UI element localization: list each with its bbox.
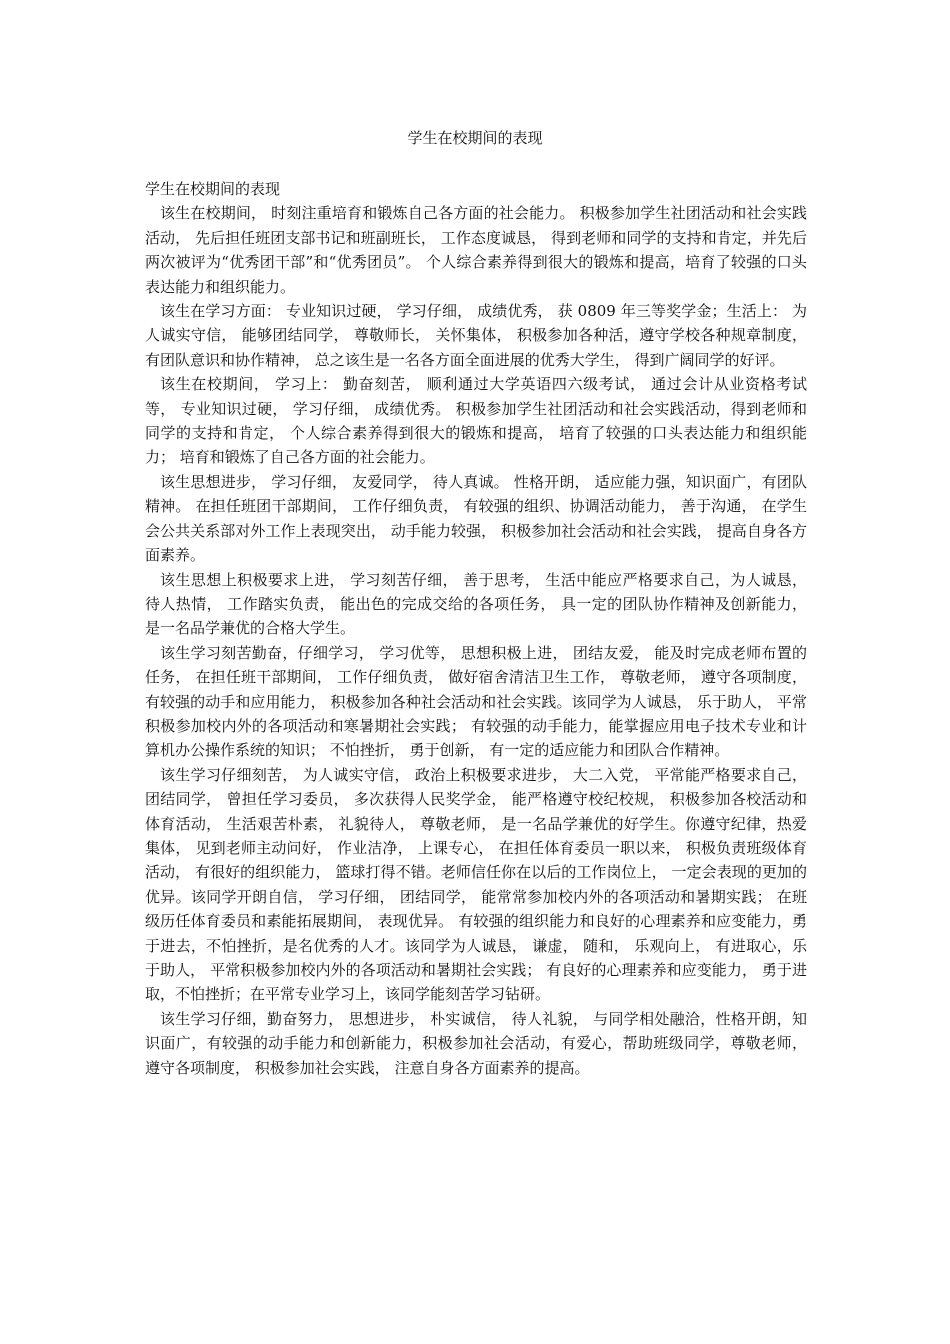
paragraph: 该生学习刻苦勤奋，仔细学习， 学习优等， 思想积极上进， 团结友爱， 能及时完成老师布置的任务， 在担任班干部期间， 工作仔细负责， 做好宿舍清洁卫生工作， 尊敬老师， 遵守各项制度， 有较强的动手和应用能力， 积极参加各种社会活动和社会实践。该同学为人诚恳， 乐于助人， 平常积极参加校内外的各项活动和寒暑期社会实践； 有较强的动手能力，能掌握应用电子技术专业和计算机办公操作系统的知识； 不怕挫折， 勇于创新， 有一定的适应能力和团队合作精神。 [145, 643, 807, 760]
paragraph: 该生在校期间， 时刻注重培育和锻炼自己各方面的社会能力。 积极参加学生社团活动和社会实践活动， 先后担任班团支部书记和班副班长， 工作态度诚恳， 得到老师和同学的支持和肯定，并先后两次被评为“优秀团干部”和“优秀团员”。 个人综合素养得到很大的锻炼和提高，培育了较强的口头表达能力和组织能力。 [145, 204, 807, 296]
paragraph: 该生学习仔细刻苦， 为人诚实守信， 政治上积极要求进步， 大二入党， 平常能严格要求自己， 团结同学， 曾担任学习委员， 多次获得人民奖学金， 能严格遵守校纪校规， 积极参加各校活动和体育活动， 生活艰苦朴素， 礼貌待人， 尊敬老师， 是一名品学兼优的好学生。你遵守纪律，热爱集体， 见到老师主动问好， 作业洁净， 上课专心， 在担任体育委员一职以来， 积极负责班级体育活动， 有很好的组织能力， 篮球打得不错。老师信任你在以后的工作岗位上， 一定会表现的更加的优异。该同学开朗自信， 学习仔细， 团结同学， 能常常参加校内外的各项活动和暑期实践； 在班级历任体育委员和素能拓展期间， 表现优异。 有较强的组织能力和良好的心理素养和应变能力，勇于进去，不怕挫折，是名优秀的人才。该同学为人诚恳， 谦虚， 随和， 乐观向上， 有进取心，乐于助人， 平常积极参加校内外的各项活动和暑期社会实践； 有良好的心理素养和应变能力， 勇于进取，不怕挫折；在平常专业学习上，该同学能刻苦学习钻研。 [145, 765, 807, 1004]
paragraph: 该生在学习方面： 专业知识过硬， 学习仔细， 成绩优秀， 获 0809 年三等奖学金；生活上： 为人诚实守信， 能够团结同学， 尊敬师长， 关怀集体， 积极参加各种活，遵守学校各种规章制度， 有团队意识和协作精神， 总之该生是一名各方面全面进展的优秀大学生， 得到广阔同学的好评。 [145, 302, 807, 369]
paragraph: 该生思想进步， 学习仔细， 友爱同学， 待人真诚。 性格开朗， 适应能力强，知识面广，有团队精神。 在担任班团干部期间， 工作仔细负责， 有较强的组织、协调活动能力， 善于沟通， 在学生会公共关系部对外工作上表现突出， 动手能力较强， 积极参加社会活动和社会实践， 提高自身各方面素养。 [145, 472, 807, 565]
document-title: 学生在校期间的表现 [407, 129, 543, 147]
document-subtitle: 学生在校期间的表现 [145, 180, 281, 198]
paragraph: 该生学习仔细，勤奋努力， 思想进步， 朴实诚信， 待人礼貌， 与同学相处融洽，性格开朗，知识面广，有较强的动手能力和创新能力，积极参加社会活动，有爱心，帮助班级同学，尊敬老师， 遵守各项制度， 积极参加社会实践， 注意自身各方面素养的提高。 [145, 1009, 807, 1077]
document-body [145, 177, 807, 1080]
paragraph: 该生思想上积极要求上进， 学习刻苦仔细， 善于思考， 生活中能应严格要求自己，为人诚恳， 待人热情， 工作踏实负责， 能出色的完成交给的各项任务， 具一定的团队协作精神及创新能力， 是一名品学兼优的合格大学生。 [145, 570, 807, 638]
paragraph: 该生在校期间， 学习上： 勤奋刻苦， 顺利通过大学英语四六级考试， 通过会计从业资格考试等， 专业知识过硬， 学习仔细， 成绩优秀。 积极参加学生社团活动和社会实践活动，得到老师和同学的支持和肯定， 个人综合素养得到很大的锻炼和提高， 培育了较强的口头表达能力和组织能力； 培育和锻炼了自己各方面的社会能力。 [145, 375, 807, 467]
